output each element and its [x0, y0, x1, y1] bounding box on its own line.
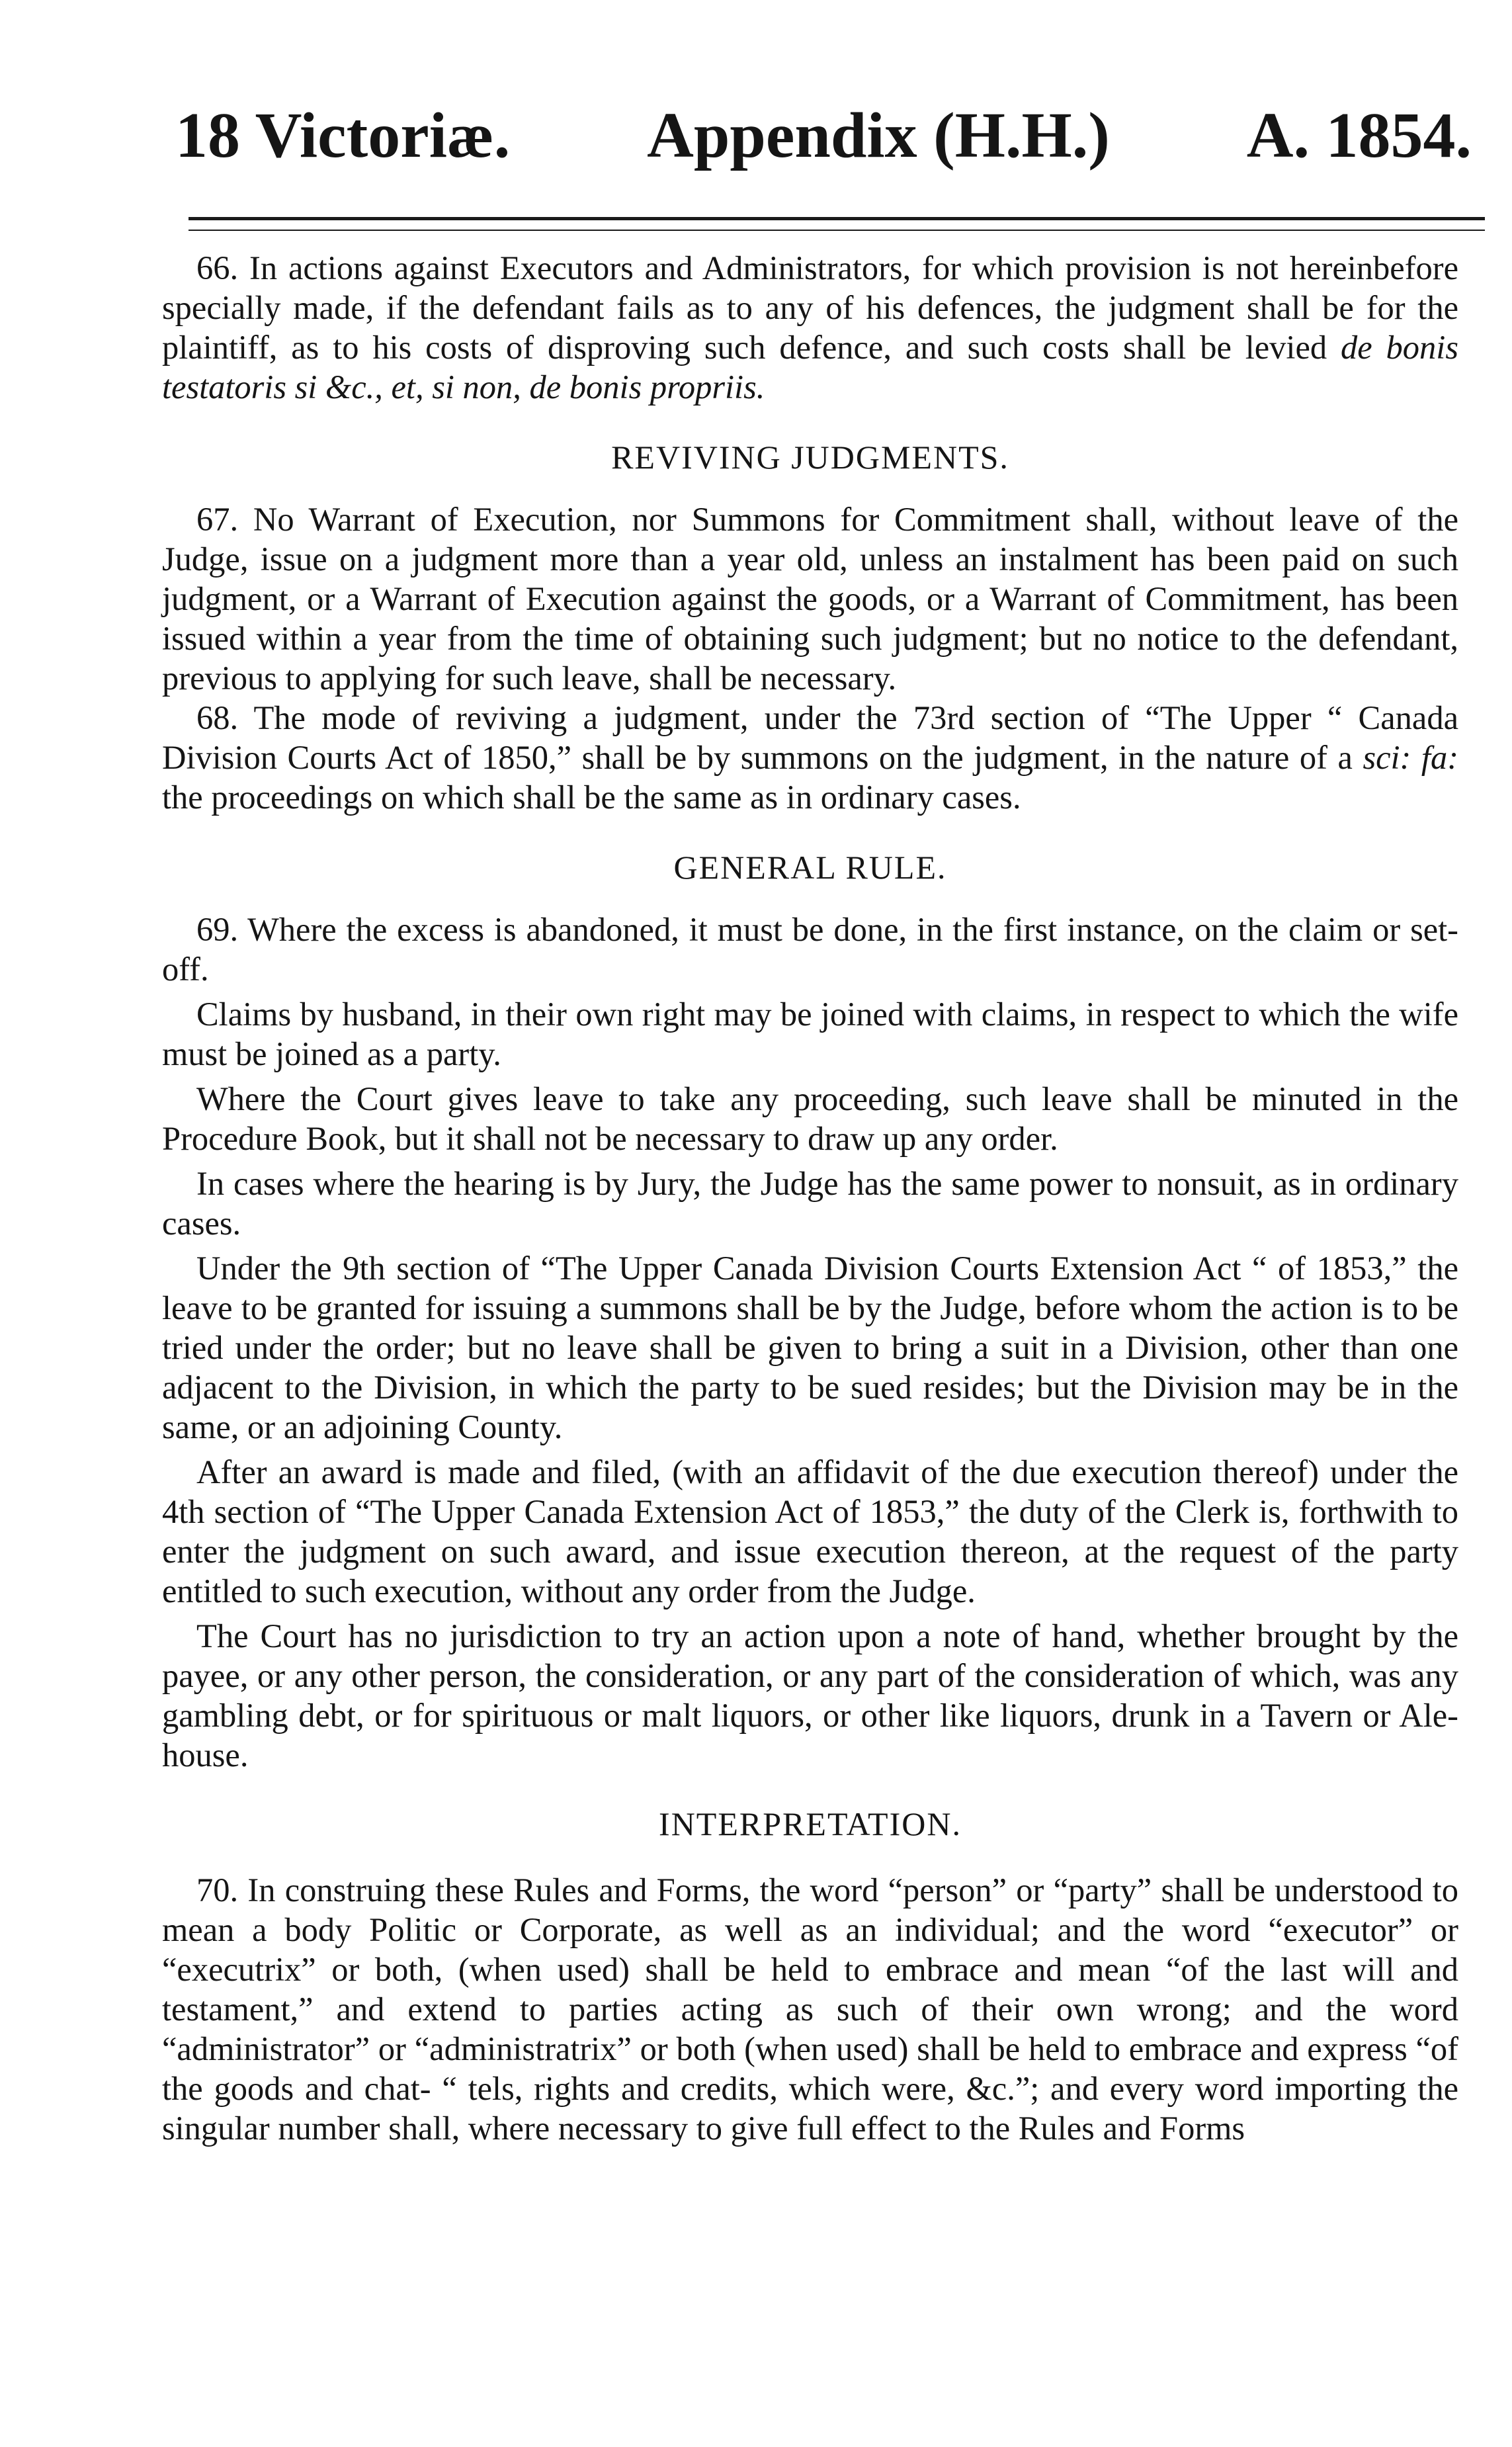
paragraph-69: 69. Where the excess is abandoned, it must be done, in the first instance, on the claim or set-off.: [162, 911, 1458, 988]
header-rule-thin: [189, 230, 1485, 231]
paragraph-66: [162, 248, 1458, 407]
paragraph-69-jury: In cases where the hearing is by Jury, the Judge has the same power to nonsuit, as in ordinary cases.: [162, 1165, 1458, 1242]
header-rule-thick: [189, 217, 1485, 220]
paragraph-69-claims: Claims by husband, in their own right may be joined with claims, in respect to which the wife must be joined as a party.: [162, 996, 1458, 1072]
paragraph-66-text: 66. In actions against Executors and Administrators, for which provision is not hereinbefore specially made, if the defendant fails as to any of his defences, the judgment shall be for the plaintiff, as to his costs of disproving such defence, and such costs shall be levied: [162, 249, 1458, 366]
paragraph-68-text-a: 68. The mode of reviving a judgment, under the 73rd section of “The Upper “ Canada Division Courts Act of 1850,” shall be by summons on the judgment, in the nature of a: [162, 699, 1458, 776]
body-text: [162, 248, 1458, 2148]
paragraph-66-latin: de bonis testatoris si &c., et, si non, de bonis propriis.: [162, 329, 1458, 406]
heading-interpretation: INTERPRETATION.: [659, 1805, 962, 1842]
running-head: [162, 99, 1472, 172]
header-year: A. 1854.: [1246, 100, 1472, 171]
heading-reviving-judgments: REVIVING JUDGMENTS.: [611, 439, 1009, 476]
paragraph-68-latin: sci: fa:: [1363, 739, 1459, 776]
paragraph-68-text-b: the proceedings on which shall be the same as in ordinary cases.: [162, 779, 1021, 816]
paragraph-68: [162, 698, 1458, 817]
paragraph-69-jurisdiction: The Court has no jurisdiction to try an action upon a note of hand, whether brought by the payee, or any other person, the consideration, or any part of the consideration of which, was any gambling debt, or for spirituous or malt liquors, or other like liquors, drunk in a Tavern or Ale-house.: [162, 1617, 1458, 1774]
paragraph-67: 67. No Warrant of Execution, nor Summons for Commitment shall, without leave of the Judge, issue on a judgment more than a year old, unless an instalment has been paid on such judgment, or a Warrant of Execution against the goods, or a Warrant of Commitment, has been issued within a year from the time of obtaining such judgment; but no notice to the defendant, previous to applying for such leave, shall be necessary.: [162, 501, 1458, 697]
heading-general-rule: GENERAL RULE.: [673, 849, 947, 886]
paragraph-69-award: After an award is made and filed, (with an affidavit of the due execution thereof) under the 4th section of “The Upper Canada Extension Act of 1853,” the duty of the Clerk is, forthwith to enter the judgment on such award, and issue execution thereon, at the request of the party entitled to such execution, without any order from the Judge.: [162, 1453, 1458, 1610]
header-appendix: Appendix (H.H.): [647, 100, 1110, 171]
paragraph-69-ninth-section: Under the 9th section of “The Upper Canada Division Courts Extension Act “ of 1853,” the leave to be granted for issuing a summons shall be by the Judge, before whom the action is to be tried under the order; but no leave shall be given to bring a suit in a Division, other than one adjacent to the Division, in which the party to be sued resides; but the Division may be in the same, or an adjoining County.: [162, 1250, 1458, 1445]
header-session: 18 Victoriæ.: [175, 100, 511, 171]
paragraph-69-leave: Where the Court gives leave to take any proceeding, such leave shall be minuted in the Procedure Book, but it shall not be necessary to draw up any order.: [162, 1080, 1458, 1157]
paragraph-70: 70. In construing these Rules and Forms, the word “person” or “party” shall be understood to mean a body Politic or Corporate, as well as an individual; and the word “executor” or “executrix” or both, (when used) shall be held to embrace and mean “of the last will and testament,” and extend to parties acting as such of their own wrong; and the word “administrator” or “administratrix” or both (when used) shall be held to embrace and express “of the goods and chat- “ tels, rights and credits, which were, &c.”; and every word importing the singular number shall, where necessary to give full effect to the Rules and Forms: [162, 1871, 1458, 2147]
